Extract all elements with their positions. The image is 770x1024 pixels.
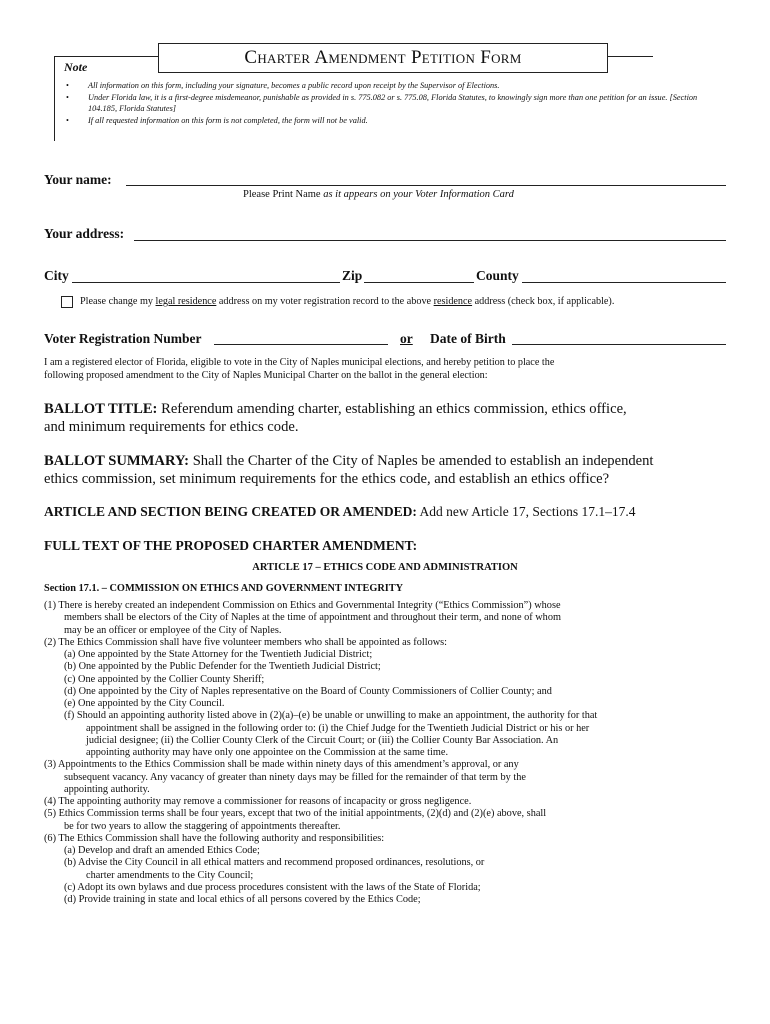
amendment-text-line: subsequent vacancy. Any vacancy of greater than ninety days may be filled for the remainder of that term by the bbox=[64, 771, 526, 783]
amendment-text-line: (c) Adopt its own bylaws and due process procedures consistent with the laws of the State of Florida; bbox=[64, 881, 481, 893]
amendment-text-line: (f) Should an appointing authority listed above in (2)(a)–(e) be unable or unwilling to make an appointment, the authority for that bbox=[64, 710, 598, 722]
amendment-text-line: (3) Appointments to the Ethics Commission shall be made within ninety days of this amendment’s approval, or any bbox=[44, 759, 519, 771]
ballot-title-line: and minimum requirements for ethics code. bbox=[44, 419, 299, 435]
article-line bbox=[44, 504, 635, 520]
amendment-text-line: may be an officer or employee of the City of Naples. bbox=[64, 624, 282, 636]
article-label: ARTICLE AND SECTION BEING CREATED OR AMENDED: bbox=[44, 504, 417, 519]
checkbox-text-legal: legal residence bbox=[155, 296, 217, 307]
checkbox-text-pre: Please change my bbox=[80, 296, 156, 307]
checkbox-text-mid: address on my voter registration record to the above bbox=[216, 296, 434, 307]
address-field[interactable] bbox=[134, 240, 726, 241]
city-label: City bbox=[44, 268, 69, 283]
article-17-heading: ARTICLE 17 – ETHICS CODE AND ADMINISTRATION bbox=[252, 562, 518, 573]
amendment-text-line: appointing authority. bbox=[64, 783, 150, 795]
full-text-heading: FULL TEXT OF THE PROPOSED CHARTER AMENDMENT: bbox=[44, 538, 418, 553]
amendment-text-line: charter amendments to the City Council; bbox=[86, 869, 254, 881]
ballot-summary-text: Shall the Charter of the City of Naples be amended to establish an independent bbox=[189, 453, 654, 469]
form-title-box bbox=[158, 43, 608, 73]
elector-statement-line: following proposed amendment to the City of Naples Municipal Charter on the ballot in the general election: bbox=[44, 370, 488, 381]
checkbox-text-res: residence bbox=[433, 296, 473, 307]
county-field[interactable] bbox=[522, 282, 726, 283]
form-title: Charter Amendment Petition Form bbox=[244, 47, 522, 68]
name-hint-plain: Please Print Name bbox=[243, 189, 324, 200]
amendment-text-line: (b) Advise the City Council in all ethical matters and recommend proposed ordinances, resolutions, or bbox=[64, 857, 485, 869]
section-17-1-heading: Section 17.1. – COMMISSION ON ETHICS AND GOVERNMENT INTEGRITY bbox=[44, 583, 404, 594]
voter-number-label: Voter Registration Number bbox=[44, 331, 202, 346]
voter-number-field[interactable] bbox=[214, 344, 388, 345]
checkbox-text-post: address (check box, if applicable). bbox=[472, 296, 615, 307]
amendment-text-line: (5) Ethics Commission terms shall be four years, except that two of the initial appointments, (2)(d) and (2)(e) above, shall bbox=[44, 808, 547, 820]
amendment-text-line: (b) One appointed by the Public Defender for the Twentieth Judicial District; bbox=[64, 661, 381, 673]
amendment-text-line: (c) One appointed by the Collier County Sheriff; bbox=[64, 673, 265, 685]
dob-field[interactable] bbox=[512, 344, 726, 345]
county-label: County bbox=[476, 268, 519, 283]
note-bullets bbox=[62, 80, 722, 126]
note-label: Note bbox=[64, 60, 88, 74]
zip-label: Zip bbox=[342, 268, 363, 283]
amendment-text-line: (d) One appointed by the City of Naples representative on the Board of County Commissioners of Collier County; and bbox=[64, 685, 552, 697]
amendment-text-line: (2) The Ethics Commission shall have five volunteer members who shall be appointed as follows: bbox=[44, 636, 448, 648]
amendment-text-line: (4) The appointing authority may remove a commissioner for reasons of incapacity or gross negligence. bbox=[44, 796, 472, 807]
amendment-text-line: be for two years to allow the staggering of appointments thereafter. bbox=[64, 820, 341, 832]
ballot-title-line bbox=[44, 400, 627, 418]
ballot-summary-label: BALLOT SUMMARY: bbox=[44, 453, 190, 469]
amendment-text-line: (1) There is hereby created an independent Commission on Ethics and Governmental Integrity (“Ethics Commission”) whose bbox=[44, 600, 561, 611]
elector-statement-line: I am a registered elector of Florida, eligible to vote in the City of Naples municipal elections, and hereby petition to place the bbox=[44, 357, 555, 368]
amendment-text-line: appointing authority may have only one appointee on the Commission at the same time. bbox=[86, 747, 449, 758]
amendment-text-line: (a) Develop and draft an amended Ethics Code; bbox=[64, 845, 260, 856]
dob-label: Date of Birth bbox=[430, 331, 506, 346]
amendment-text-line: members shall be electors of the City of Naples at the time of appointment and throughout their term, and none of whom bbox=[64, 612, 561, 624]
ballot-summary-line bbox=[44, 452, 654, 470]
note-bullet: • If all requested information on this form is not completed, the form will not be valid. bbox=[62, 115, 722, 127]
amendment-text-line: (6) The Ethics Commission shall have the following authority and responsibilities: bbox=[44, 832, 385, 844]
or-label: or bbox=[400, 331, 413, 346]
address-label: Your address: bbox=[44, 226, 125, 241]
amendment-text-line: (a) One appointed by the State Attorney for the Twentieth Judicial District; bbox=[64, 649, 373, 660]
name-hint-italic: as it appears on your Voter Information Card bbox=[323, 189, 514, 200]
amendment-text-line: (e) One appointed by the City Council. bbox=[64, 698, 225, 709]
name-field[interactable] bbox=[126, 185, 726, 186]
ballot-title-text: Referendum amending charter, establishing an ethics commission, ethics office, bbox=[157, 401, 627, 417]
residence-change-checkbox[interactable] bbox=[61, 296, 73, 308]
amendment-text-line: judicial designee; (ii) the Collier County Clerk of the Circuit Court; or (iii) the Collier County Bar Association. An bbox=[86, 734, 559, 746]
article-value: Add new Article 17, Sections 17.1–17.4 bbox=[416, 504, 636, 519]
ballot-title-label: BALLOT TITLE: bbox=[44, 401, 158, 417]
city-field[interactable] bbox=[72, 282, 340, 283]
amendment-text-line: (d) Provide training in state and local ethics of all persons covered by the Ethics Code; bbox=[64, 894, 421, 905]
note-bullet: • Under Florida law, it is a first-degree misdemeanor, punishable as provided in s. 775.082 or s. 775.08, Florida Statutes, to knowingly sign more than one petition for an issue. [Section 104.185, Florida Statutes] bbox=[62, 92, 722, 115]
zip-field[interactable] bbox=[364, 282, 474, 283]
residence-change-text bbox=[80, 295, 614, 308]
amendment-text-line: appointment shall be assigned in the following order to: (i) the Chief Judge for the Twentieth Judicial District or his or her bbox=[86, 722, 590, 734]
note-bullet: • All information on this form, including your signature, becomes a public record upon receipt by the Supervisor of Elections. bbox=[62, 80, 722, 92]
name-hint bbox=[243, 189, 514, 200]
ballot-summary-line: ethics commission, set minimum requirements for the ethics code, and establish an ethics office? bbox=[44, 471, 610, 487]
name-label: Your name: bbox=[44, 172, 112, 187]
